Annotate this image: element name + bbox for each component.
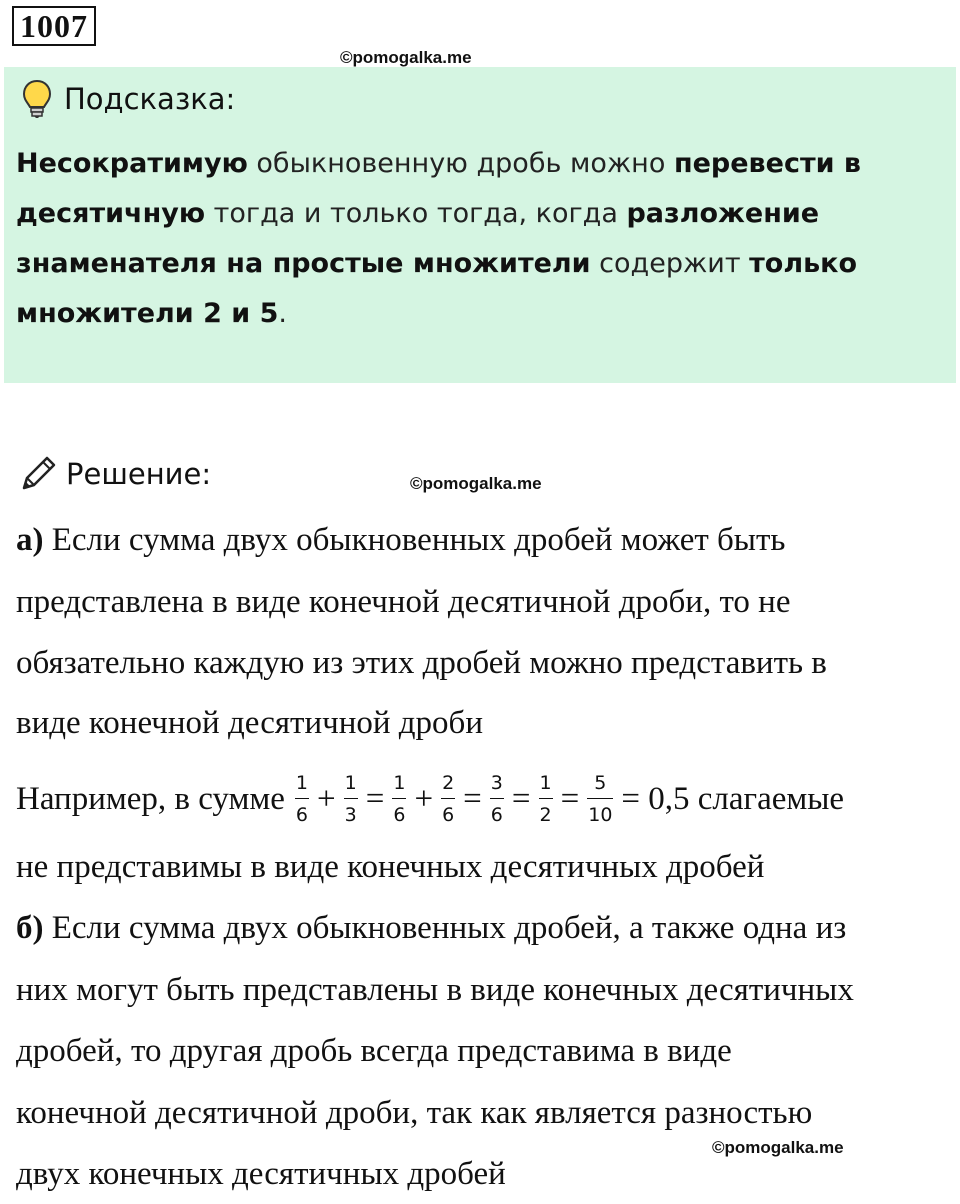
part-a-text: Если сумма двух обыкновенных дробей может быть xyxy=(43,522,786,558)
fraction xyxy=(539,772,553,827)
math-operator: = xyxy=(463,780,482,817)
math-operator: = xyxy=(511,780,531,817)
watermark: ©pomogalka.me xyxy=(712,1138,844,1157)
fraction-numerator: 1 xyxy=(393,771,406,794)
part-b-text: Если сумма двух обыкновенных дробей, а также одна из xyxy=(43,910,847,946)
fraction-bar xyxy=(441,798,455,800)
fraction-numerator: 3 xyxy=(490,771,503,794)
hint-text-part: перевести в десятичную xyxy=(16,148,861,229)
fraction-bar xyxy=(392,798,406,800)
fraction-denominator: 6 xyxy=(442,804,455,827)
fraction xyxy=(344,772,358,827)
watermark: ©pomogalka.me xyxy=(410,474,542,493)
fraction-denominator: 6 xyxy=(490,804,503,827)
hint-text-part: тогда и только тогда, когда xyxy=(205,198,627,229)
example-prefix: Например, в сумме xyxy=(16,780,285,817)
math-operator: = xyxy=(560,780,580,817)
solution-line: обязательно каждую из этих дробей можно представить в xyxy=(16,645,827,681)
math-operator: + xyxy=(414,780,434,817)
fraction-denominator: 6 xyxy=(393,804,406,827)
solution-line: виде конечной десятичной дроби xyxy=(16,705,484,741)
fraction-bar xyxy=(295,798,309,800)
hint-text-part: содержит xyxy=(590,248,750,279)
fraction xyxy=(441,772,455,827)
solution-line xyxy=(16,910,846,947)
fraction-bar xyxy=(344,798,358,800)
solution-line: них могут быть представлены в виде конечных десятичных xyxy=(16,972,854,1008)
solution-line: двух конечных десятичных дробей xyxy=(16,1156,506,1192)
fraction-numerator: 1 xyxy=(344,771,357,794)
fraction xyxy=(295,772,309,827)
fraction-bar xyxy=(539,798,553,800)
part-b-label: б) xyxy=(16,910,44,946)
fraction-bar xyxy=(587,798,613,800)
fraction-numerator: 1 xyxy=(539,771,552,794)
lightbulb-icon xyxy=(22,79,52,119)
fraction-denominator: 2 xyxy=(539,804,552,827)
watermark: ©pomogalka.me xyxy=(340,48,472,67)
equation xyxy=(291,772,618,827)
fraction-denominator: 3 xyxy=(344,804,357,827)
fraction xyxy=(587,772,613,827)
hint-header xyxy=(22,75,235,123)
pencil-icon xyxy=(18,454,58,494)
hint-box xyxy=(4,67,956,383)
fraction-numerator: 1 xyxy=(295,771,309,794)
fraction xyxy=(392,772,406,827)
fraction-numerator: 5 xyxy=(594,771,607,794)
math-operator: + xyxy=(317,780,336,817)
hint-text-part: обыкновенную дробь можно xyxy=(247,148,674,179)
solution-line: конечной десятичной дроби, так как является разностью xyxy=(16,1095,813,1131)
fraction xyxy=(490,772,504,827)
hint-title: Подсказка: xyxy=(64,82,236,116)
fraction-bar xyxy=(490,798,504,800)
example-result: = 0,5 слагаемые xyxy=(621,780,845,817)
part-a-label: а) xyxy=(16,522,44,558)
math-operator: = xyxy=(365,780,385,817)
example-equation xyxy=(16,766,844,832)
solution-line xyxy=(16,522,785,559)
solution-line: дробей, то другая дробь всегда представима в виде xyxy=(16,1033,732,1069)
fraction-denominator: 10 xyxy=(588,804,613,827)
solution-title: Решение: xyxy=(66,457,212,491)
fraction-numerator: 2 xyxy=(442,771,455,794)
hint-text xyxy=(16,139,936,339)
hint-text-part: только множители 2 и 5 xyxy=(16,248,858,329)
solution-header xyxy=(18,450,211,498)
hint-text-part: разложение знаменателя на простые множители xyxy=(16,198,820,279)
hint-text-part: Несократимую xyxy=(16,148,248,179)
hint-text-part: . xyxy=(278,298,287,329)
fraction-denominator: 6 xyxy=(295,804,309,827)
solution-line: представлена в виде конечной десятичной дроби, то не xyxy=(16,584,791,620)
task-number: 1007 xyxy=(12,6,96,46)
solution-line: не представимы в виде конечных десятичных дробей xyxy=(16,849,765,885)
